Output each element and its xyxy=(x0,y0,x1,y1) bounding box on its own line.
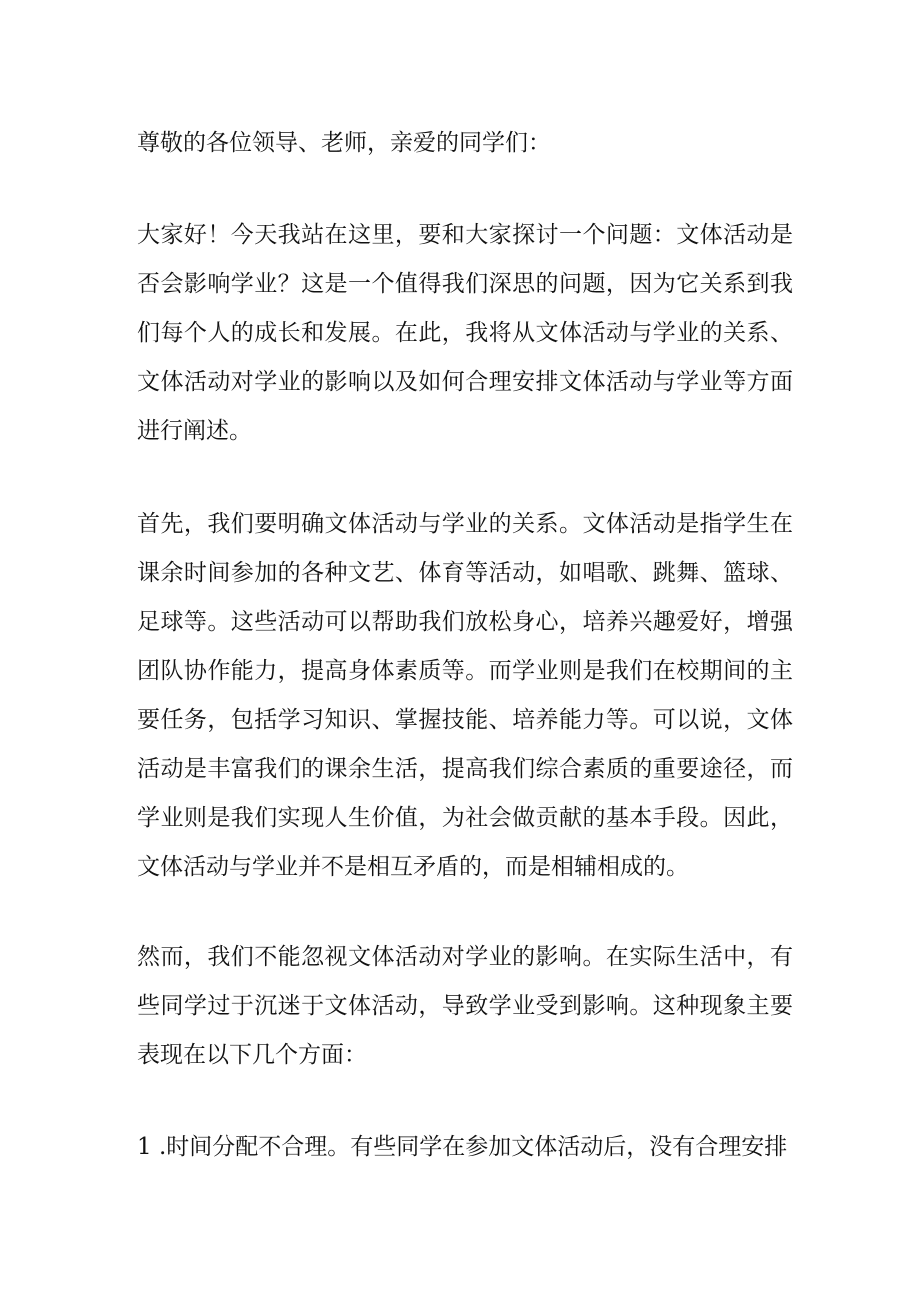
greeting-paragraph: 尊敬的各位领导、老师，亲爱的同学们： xyxy=(137,130,551,156)
influence-paragraph: 然而，我们不能忽视文体活动对学业的影响。在实际生活中，有些同学过于沉迷于文体活动，导致学业受到影响。这种现象主要表现在以下几个方面： xyxy=(137,944,793,1068)
relationship-paragraph: 首先，我们要明确文体活动与学业的关系。文体活动是指学生在课余时间参加的各种文艺、体育等活动，如唱歌、跳舞、篮球、足球等。这些活动可以帮助我们放松身心，培养兴趣爱好，增强团队协作能力，提高身体素质等。而学业则是我们在校期间的主要任务，包括学习知识、掌握技能、培养能力等。可以说，文体活动是丰富我们的课余生活，提高我们综合素质的重要途径，而学业则是我们实现人生价值，为社会做贡献的基本手段。因此，文体活动与学业并不是相互矛盾的，而是相辅相成的。 xyxy=(137,511,793,880)
intro-paragraph: 大家好！今天我站在这里，要和大家探讨一个问题：文体活动是否会影响学业？这是一个值得我们深思的问题，因为它关系到我们每个人的成长和发展。在此，我将从文体活动与学业的关系、文体活动对学业的影响以及如何合理安排文体活动与学业等方面进行阐述。 xyxy=(137,222,793,444)
list-item-1: 1 .时间分配不合理。有些同学在参加文体活动后，没有合理安排 xyxy=(137,1134,788,1160)
